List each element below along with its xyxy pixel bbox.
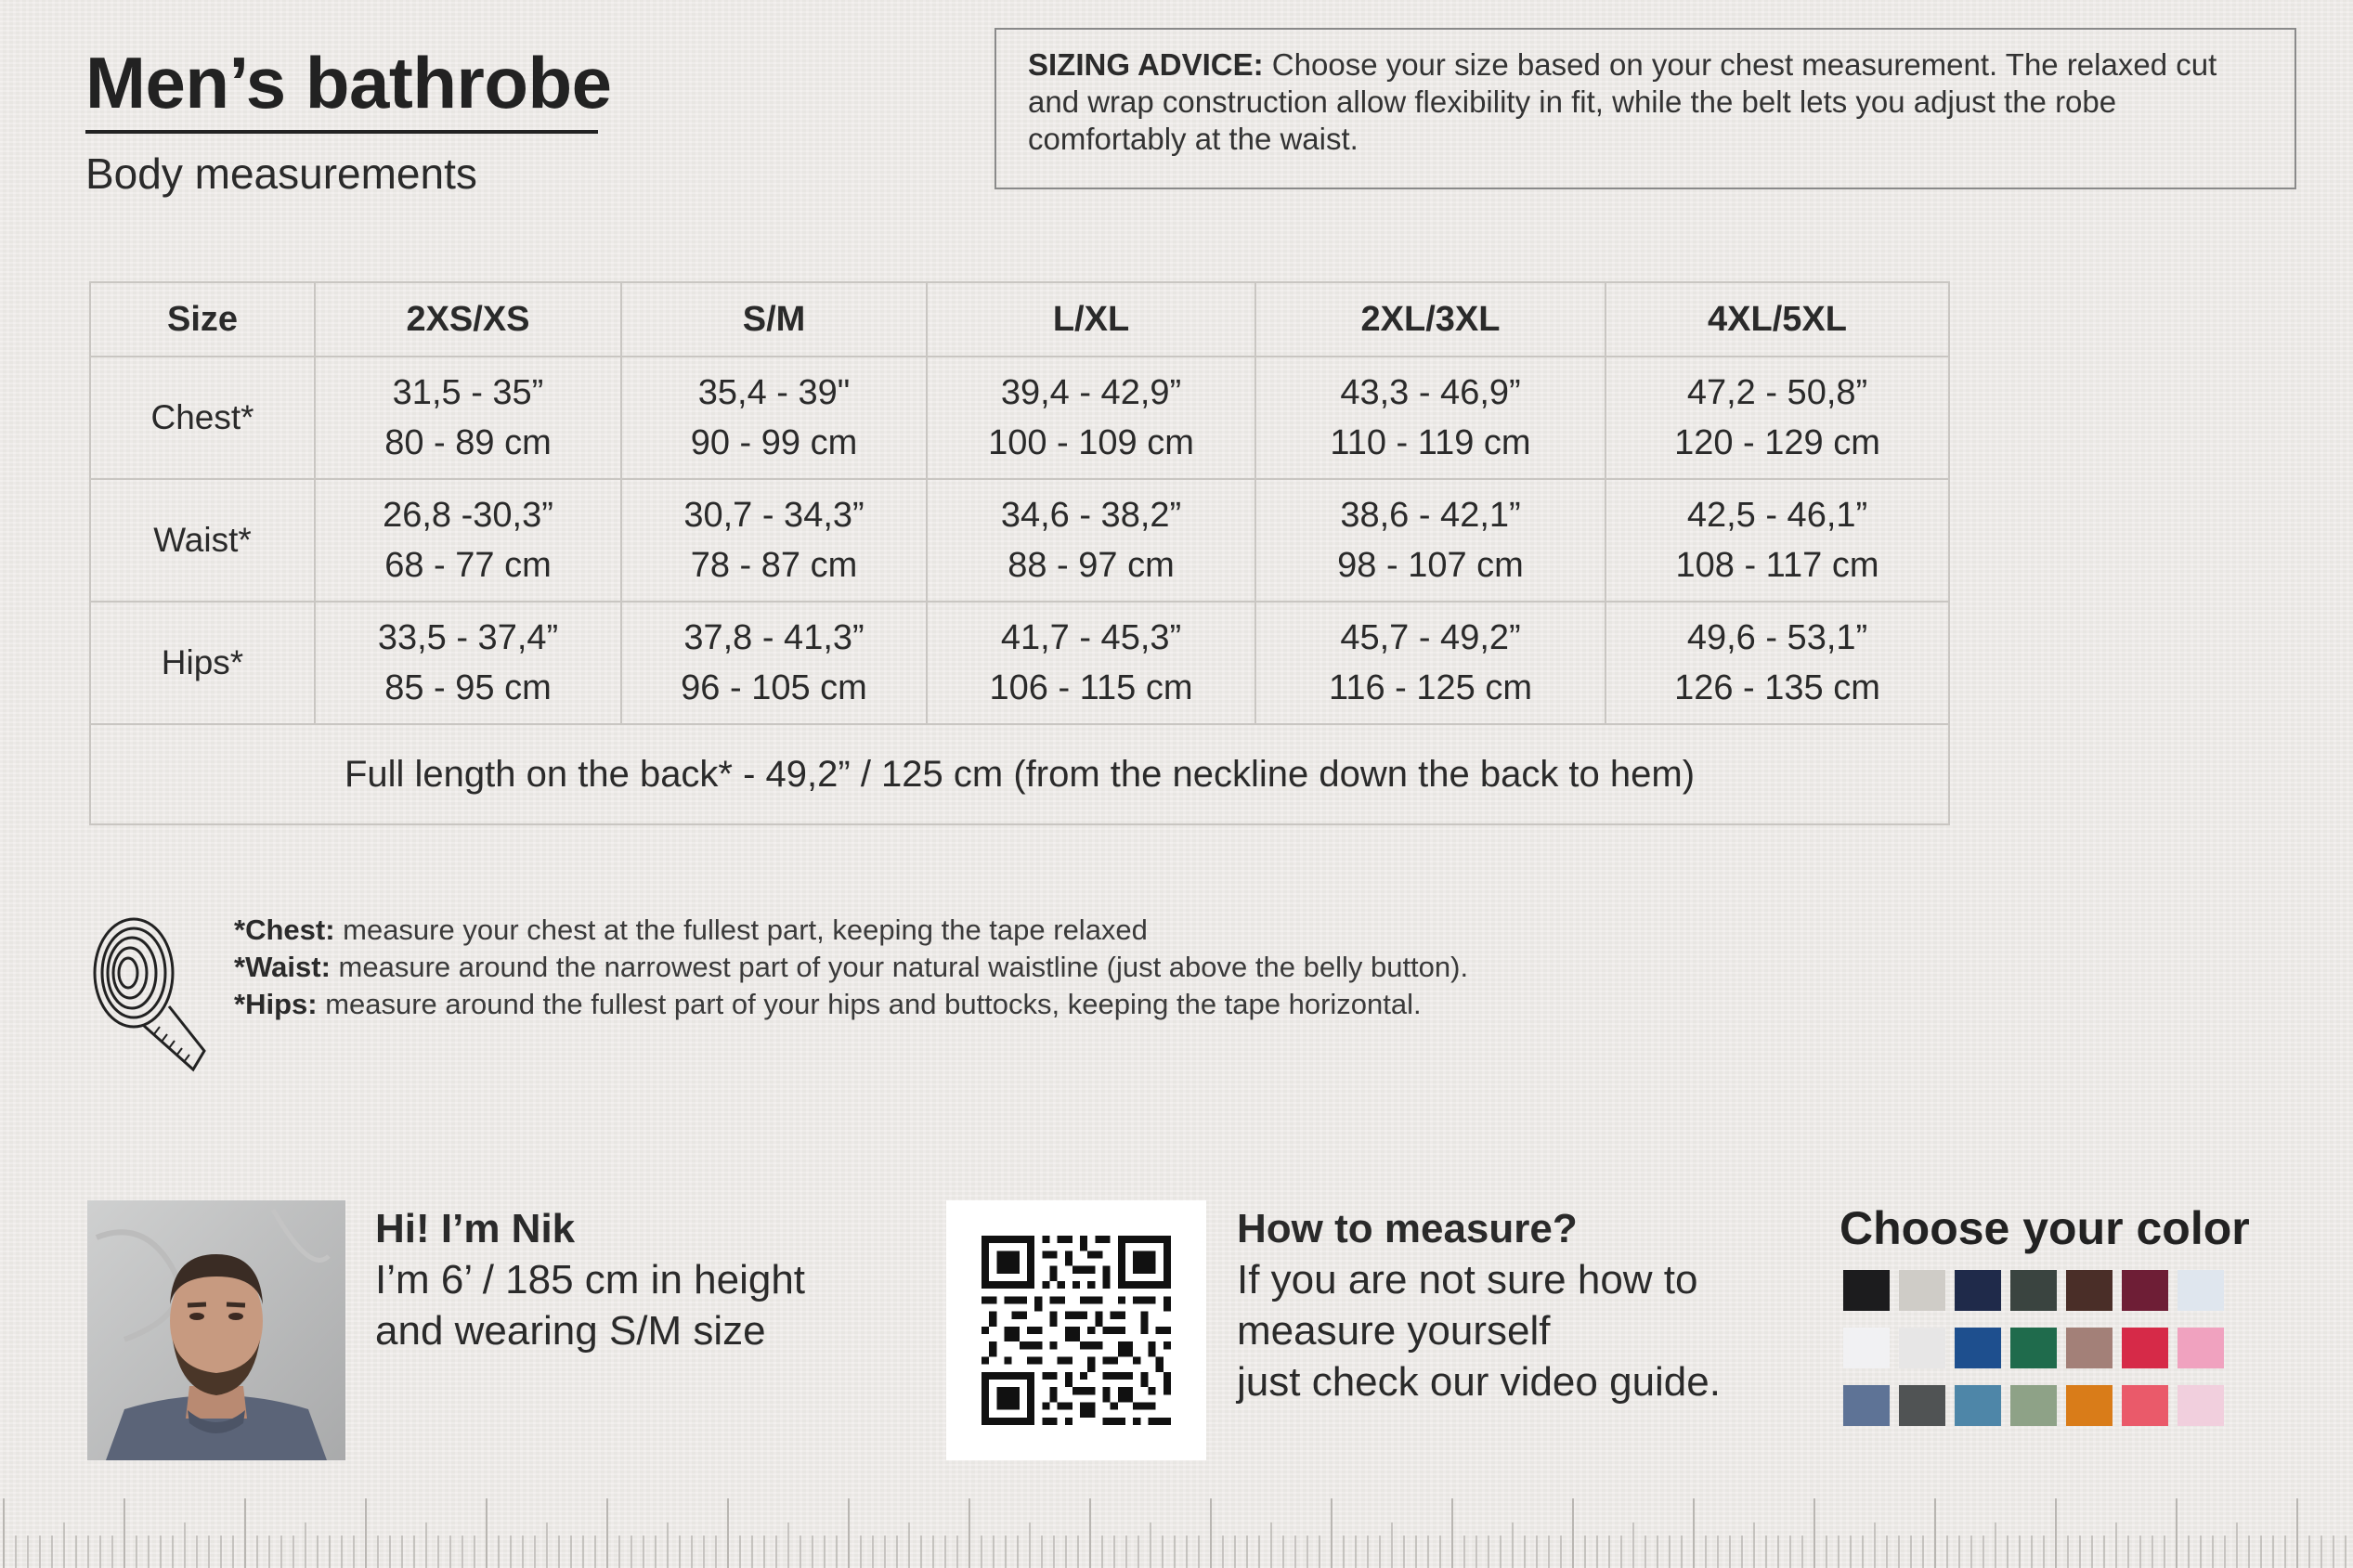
table-row-chest xyxy=(90,356,1949,479)
model-photo xyxy=(87,1200,345,1460)
table-cell: 47,2 - 50,8” 120 - 129 cm xyxy=(1606,356,1949,479)
page-subtitle: Body measurements xyxy=(85,149,477,198)
color-swatch[interactable] xyxy=(2010,1328,2057,1368)
qr-code[interactable] xyxy=(946,1200,1206,1460)
header-l-xl: L/XL xyxy=(927,282,1255,356)
model-height: I’m 6’ / 185 cm in height xyxy=(375,1257,806,1302)
header-size: Size xyxy=(90,282,315,356)
color-swatch[interactable] xyxy=(2178,1328,2224,1368)
header-s-m: S/M xyxy=(621,282,927,356)
table-cell: 38,6 - 42,1” 98 - 107 cm xyxy=(1255,479,1606,602)
color-swatch[interactable] xyxy=(2122,1270,2168,1311)
color-swatch[interactable] xyxy=(1955,1328,2001,1368)
color-swatch[interactable] xyxy=(2066,1328,2112,1368)
color-swatch[interactable] xyxy=(1899,1270,1945,1311)
color-swatch[interactable] xyxy=(1955,1385,2001,1426)
howto-line: If you are not sure how to xyxy=(1237,1257,1698,1302)
row-label-waist: Waist* xyxy=(90,479,315,602)
measurement-notes xyxy=(234,912,1468,1023)
color-swatch[interactable] xyxy=(2122,1385,2168,1426)
table-cell: 37,8 - 41,3” 96 - 105 cm xyxy=(621,602,927,724)
color-swatch[interactable] xyxy=(2178,1385,2224,1426)
table-cell: 35,4 - 39" 90 - 99 cm xyxy=(621,356,927,479)
color-swatch[interactable] xyxy=(2066,1385,2112,1426)
table-row-waist xyxy=(90,479,1949,602)
table-row-hips xyxy=(90,602,1949,724)
color-section-title: Choose your color xyxy=(1840,1202,2250,1254)
sizing-advice-label: SIZING ADVICE: xyxy=(1028,47,1264,82)
color-swatch[interactable] xyxy=(1843,1328,1890,1368)
howto-line: measure yourself xyxy=(1237,1308,1551,1354)
table-cell: 26,8 -30,3” 68 - 77 cm xyxy=(315,479,621,602)
note-waist: *Waist: measure around the narrowest part of your natural waistline (just above the belly button). xyxy=(234,951,1469,983)
sizing-advice-text: Choose your size based on your chest measurement. The relaxed cut and wrap construction allow flexibility in fit, while the belt lets you adjust the robe comfortably at the waist. xyxy=(1028,47,2217,156)
how-to-measure xyxy=(1237,1203,1721,1407)
model-heading: Hi! I’m Nik xyxy=(375,1206,576,1251)
color-swatch[interactable] xyxy=(1899,1385,1945,1426)
color-swatch[interactable] xyxy=(1843,1270,1890,1311)
model-size: and wearing S/M size xyxy=(375,1308,766,1354)
table-cell: 31,5 - 35” 80 - 89 cm xyxy=(315,356,621,479)
table-cell: 34,6 - 38,2” 88 - 97 cm xyxy=(927,479,1255,602)
table-cell: 49,6 - 53,1” 126 - 135 cm xyxy=(1606,602,1949,724)
color-swatch[interactable] xyxy=(2066,1270,2112,1311)
table-cell: 43,3 - 46,9” 110 - 119 cm xyxy=(1255,356,1606,479)
table-cell: 45,7 - 49,2” 116 - 125 cm xyxy=(1255,602,1606,724)
title-underline xyxy=(85,130,598,134)
full-length-note: Full length on the back* - 49,2” / 125 cm (from the neckline down the back to hem) xyxy=(90,724,1949,824)
row-label-hips: Hips* xyxy=(90,602,315,724)
page-title: Men’s bathrobe xyxy=(85,42,612,123)
note-chest: *Chest: measure your chest at the fullest part, keeping the tape relaxed xyxy=(234,914,1148,946)
header-2xl-3xl: 2XL/3XL xyxy=(1255,282,1606,356)
table-cell: 41,7 - 45,3” 106 - 115 cm xyxy=(927,602,1255,724)
row-label-chest: Chest* xyxy=(90,356,315,479)
color-swatch[interactable] xyxy=(1955,1270,2001,1311)
table-header-row xyxy=(90,282,1949,356)
howto-heading: How to measure? xyxy=(1237,1206,1578,1251)
measuring-tape-icon xyxy=(89,910,210,1086)
color-swatches xyxy=(1843,1270,2233,1433)
table-cell: 39,4 - 42,9” 100 - 109 cm xyxy=(927,356,1255,479)
table-cell: 42,5 - 46,1” 108 - 117 cm xyxy=(1606,479,1949,602)
size-chart-table xyxy=(89,281,1950,825)
sizing-advice-box xyxy=(994,28,2296,189)
header-4xl-5xl: 4XL/5XL xyxy=(1606,282,1949,356)
header-2xs-xs: 2XS/XS xyxy=(315,282,621,356)
table-footer-row xyxy=(90,724,1949,824)
color-swatch[interactable] xyxy=(2010,1385,2057,1426)
color-swatch[interactable] xyxy=(1843,1385,1890,1426)
qr-code-icon xyxy=(982,1236,1171,1425)
howto-line: just check our video guide. xyxy=(1237,1359,1721,1405)
table-cell: 33,5 - 37,4” 85 - 95 cm xyxy=(315,602,621,724)
model-info xyxy=(375,1203,805,1356)
table-cell: 30,7 - 34,3” 78 - 87 cm xyxy=(621,479,927,602)
note-hips: *Hips: measure around the fullest part of your hips and buttocks, keeping the tape horizontal. xyxy=(234,988,1422,1020)
color-swatch[interactable] xyxy=(2178,1270,2224,1311)
ruler-decoration xyxy=(0,1495,2353,1568)
color-swatch[interactable] xyxy=(2122,1328,2168,1368)
color-swatch[interactable] xyxy=(1899,1328,1945,1368)
color-swatch[interactable] xyxy=(2010,1270,2057,1311)
